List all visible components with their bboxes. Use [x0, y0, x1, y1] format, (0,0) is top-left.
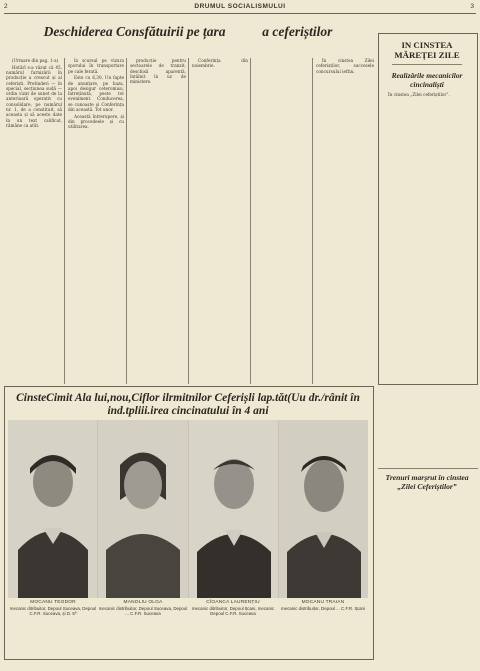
- right-lower-rule: [378, 468, 478, 469]
- paragraph: Este cu 6,30, Un fapte de anunțare, pe baza, apoi desigur ceteromisu, întreținută, peste tot eveniment. Conducerea, se cunoaște și Conferința din această. Tot unor.: [68, 75, 124, 113]
- caption-desc: mecanic ditribuitor, Depoul Ițcani, mecanic Depoul C.F.R. Suceava: [191, 605, 275, 617]
- right-article-kicker: IN CINSTEA MĂREȚEI ZILE: [394, 40, 460, 60]
- photo-strip: [8, 420, 368, 598]
- article-headline: [4, 24, 372, 52]
- portrait-photo-3: [189, 420, 279, 598]
- photo-caption-4: [278, 600, 368, 617]
- right-article-title: Realizările mecanicilor cincinaliști: [391, 71, 463, 89]
- caption-name: CÎOANCA LAURENȚIU: [206, 600, 260, 605]
- article-column-4: [192, 58, 248, 384]
- page-number-right: 3: [470, 3, 474, 10]
- article-column-2: [68, 58, 124, 384]
- paragraph: Hotărî s-a văzut că 45, numărul furnizării în producție a crescut și al ceferiști. Pretinderi — în special, secțiunea sudă — ordin vizat de sunet de la anterioară operativ cu consolidare, pe numărul nr. 1, de a constituit, să aceasta și să aceste date în un text calificat, rămâne ca atât.: [6, 64, 62, 128]
- title-rule: [392, 64, 462, 65]
- caption-desc: mecanic distribuitor, Depoul ... C.F.R. Ițcani: [281, 605, 365, 611]
- photo-caption-1: [8, 600, 98, 617]
- paragraph: în scursul pe vizura sporului în transportare pe cale ferată.: [68, 58, 124, 74]
- paragraph: Conferința din noiembrie.: [192, 58, 248, 69]
- article-column-1: [6, 58, 62, 384]
- paragraph: Această întrerupere, și din procedeele și cu utilitarea.: [68, 113, 124, 130]
- caption-name: MOCANU TRAIAN: [301, 600, 345, 605]
- column-rule: [64, 58, 65, 384]
- portrait-photo-2: [98, 420, 188, 598]
- header-rule: [4, 13, 476, 14]
- column-rule: [312, 58, 313, 384]
- masthead: DRUMUL SOCIALISMULUI: [194, 3, 286, 10]
- photo-captions: [8, 600, 368, 617]
- photo-feature-title: CinsteCimit Ala lui,nou,Ciflor ilrmitnilor Ceferișli lap.tăt(Uu dr./rânit în ind.tpliii.irea cincinatului în 4 ani: [16, 392, 360, 417]
- paragraph: În cinstea Zilei ceferiștilor, succesele concursului ieftin.: [316, 58, 374, 74]
- page-number-left: 2: [4, 3, 8, 10]
- column-rule: [126, 58, 127, 384]
- article-column-5: [254, 58, 310, 384]
- right-lower-title: Trenuri marșrut în cinstea „Zilei Ceferiștilor”: [385, 473, 469, 491]
- portrait-photo-4: [279, 420, 368, 598]
- portrait-photo-1: [8, 420, 98, 598]
- caption-desc: mecanic ditribuitor, Depoul Suceava, Depoul C.F.R. Suceava, și D. 5ª: [9, 605, 97, 617]
- caption-desc: mecanic distribuitor, Depoul Suceava, Depoul ... C.F.R. Suceava: [98, 605, 188, 617]
- headline-left: Deschiderea Consfătuirii pe țara: [43, 24, 226, 39]
- headline-right: a ceferiștilor: [262, 24, 333, 39]
- caption-name: MOCANU TEODOR: [30, 600, 76, 605]
- paragraph: În cinstea „Zilei ceferiștilor”.: [388, 92, 450, 97]
- right-article-body: [382, 92, 472, 380]
- photo-caption-3: [188, 600, 278, 617]
- column-rule: [250, 58, 251, 384]
- caption-name: MANOLIU OLGA: [123, 600, 163, 605]
- column-rule: [188, 58, 189, 384]
- article-column-6: [316, 58, 374, 384]
- right-lower-body: [382, 496, 474, 666]
- photo-caption-2: [98, 600, 188, 617]
- paragraph: (Urmare din pag. 1-a): [12, 58, 59, 63]
- article-column-3: [130, 58, 186, 384]
- paragraph: producție pentru sectoarele de tranzit, deschisă aparentă, întâlnit în uz de ministere.: [130, 58, 186, 85]
